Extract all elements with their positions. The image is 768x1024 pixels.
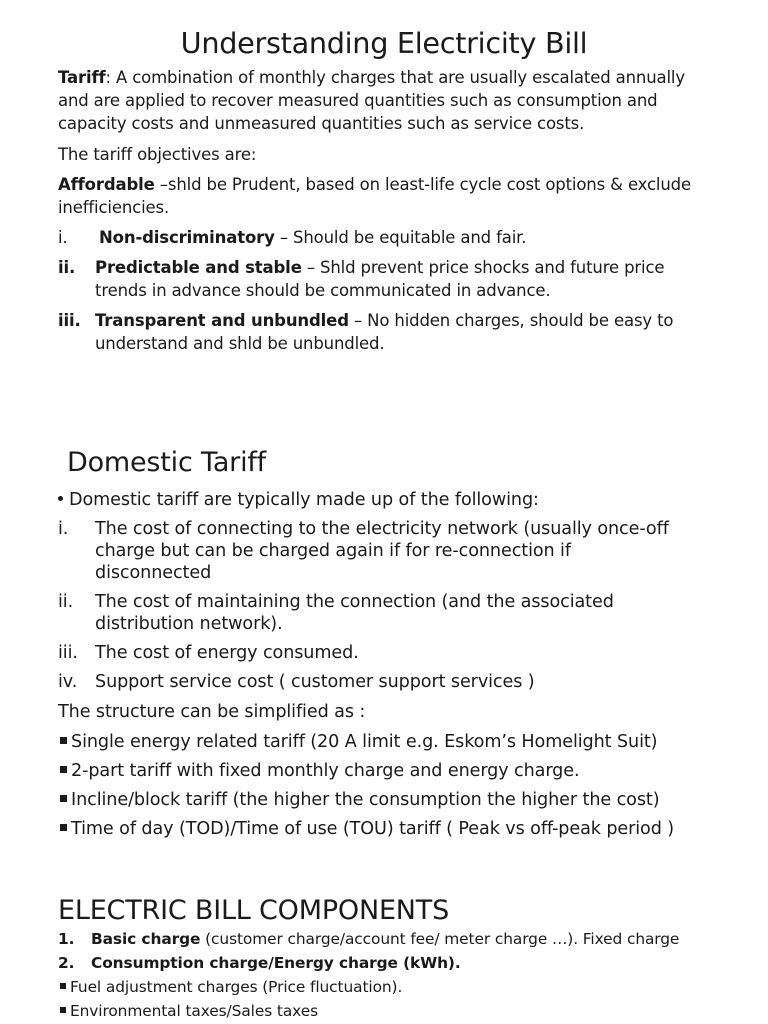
objective-number: ii. bbox=[58, 258, 76, 277]
objective-text-continued: understand and shld be unbundled. bbox=[95, 334, 385, 353]
structure-bullet: Single energy related tariff (20 A limit e.g. Eskom’s Homelight Suit) bbox=[60, 731, 657, 753]
list-number: ii. bbox=[58, 592, 74, 612]
structure-bullet: Time of day (TOD)/Time of use (TOU) tariff ( Peak vs off-peak period ) bbox=[60, 818, 674, 840]
structure-intro: The structure can be simplified as : bbox=[58, 702, 366, 722]
component-bullet: Fuel adjustment charges (Price fluctuation). bbox=[60, 975, 402, 999]
component-text: (customer charge/account fee/ meter charge …). Fixed charge bbox=[200, 930, 680, 948]
objectives-intro: The tariff objectives are: bbox=[58, 145, 257, 164]
objective-term: Non-discriminatory bbox=[99, 228, 275, 247]
bullet-dot bbox=[58, 496, 63, 501]
domestic-tariff-heading: Domestic Tariff bbox=[67, 447, 266, 478]
affordable-text: –shld be Prudent, based on least-life cycle cost options & exclude bbox=[154, 175, 691, 194]
tariff-definition-line-1 bbox=[58, 66, 685, 89]
objective-text: – No hidden charges, should be easy to bbox=[348, 311, 674, 330]
component-bullet: Environmental taxes/Sales taxes bbox=[60, 999, 318, 1023]
affordable-line-1 bbox=[58, 173, 691, 196]
bill-components-heading: ELECTRIC BILL COMPONENTS bbox=[58, 895, 450, 926]
square-bullet-icon bbox=[60, 766, 67, 773]
domestic-intro: Domestic tariff are typically made up of the following: bbox=[58, 489, 539, 511]
list-item: Support service cost ( customer support services ) bbox=[95, 672, 535, 692]
structure-bullet: Incline/block tariff (the higher the consumption the higher the cost) bbox=[60, 789, 659, 811]
structure-bullet: 2-part tariff with fixed monthly charge and energy charge. bbox=[60, 760, 579, 782]
objective-term: Transparent and unbundled bbox=[95, 311, 349, 330]
list-number: i. bbox=[58, 519, 69, 539]
tariff-definition-line-3: capacity costs and unmeasured quantities such as service costs. bbox=[58, 114, 585, 133]
objective-number: iii. bbox=[58, 311, 81, 330]
list-item-continued: distribution network). bbox=[95, 614, 283, 634]
component-term: Consumption charge/Energy charge (kWh). bbox=[91, 954, 461, 972]
component-number: 1. bbox=[58, 930, 75, 948]
objective-text: – Shld prevent price shocks and future price bbox=[301, 258, 665, 277]
list-item-continued: charge but can be charged again if for re-connection if bbox=[95, 541, 571, 561]
objective-text: – Should be equitable and fair. bbox=[274, 228, 527, 247]
component-item bbox=[91, 927, 679, 951]
list-number: iii. bbox=[58, 643, 78, 663]
objective-item bbox=[99, 226, 526, 249]
component-term: Basic charge bbox=[91, 930, 201, 948]
affordable-term: Affordable bbox=[58, 175, 155, 194]
square-bullet-icon bbox=[60, 737, 67, 744]
square-bullet-icon bbox=[60, 983, 66, 989]
list-item: The cost of connecting to the electricity network (usually once-off bbox=[95, 519, 669, 539]
tariff-definition-text: : A combination of monthly charges that are usually escalated annually bbox=[105, 68, 685, 87]
tariff-term: Tariff bbox=[58, 68, 106, 87]
objective-text-continued: trends in advance should be communicated in advance. bbox=[95, 281, 551, 300]
square-bullet-icon bbox=[60, 1007, 66, 1013]
component-item bbox=[91, 951, 461, 975]
tariff-definition-line-2: and are applied to recover measured quantities such as consumption and bbox=[58, 91, 658, 110]
list-number: iv. bbox=[58, 672, 78, 692]
list-item: The cost of maintaining the connection (and the associated bbox=[95, 592, 614, 612]
objective-number: i. bbox=[58, 228, 68, 247]
list-item: The cost of energy consumed. bbox=[95, 643, 359, 663]
objective-item bbox=[95, 309, 673, 332]
square-bullet-icon bbox=[60, 795, 67, 802]
objective-term: Predictable and stable bbox=[95, 258, 302, 277]
list-item-continued: disconnected bbox=[95, 563, 212, 583]
component-number: 2. bbox=[58, 954, 75, 972]
objective-item bbox=[95, 256, 664, 279]
square-bullet-icon bbox=[60, 824, 67, 831]
page-title: Understanding Electricity Bill bbox=[180, 26, 588, 60]
affordable-line-2: inefficiencies. bbox=[58, 198, 170, 217]
